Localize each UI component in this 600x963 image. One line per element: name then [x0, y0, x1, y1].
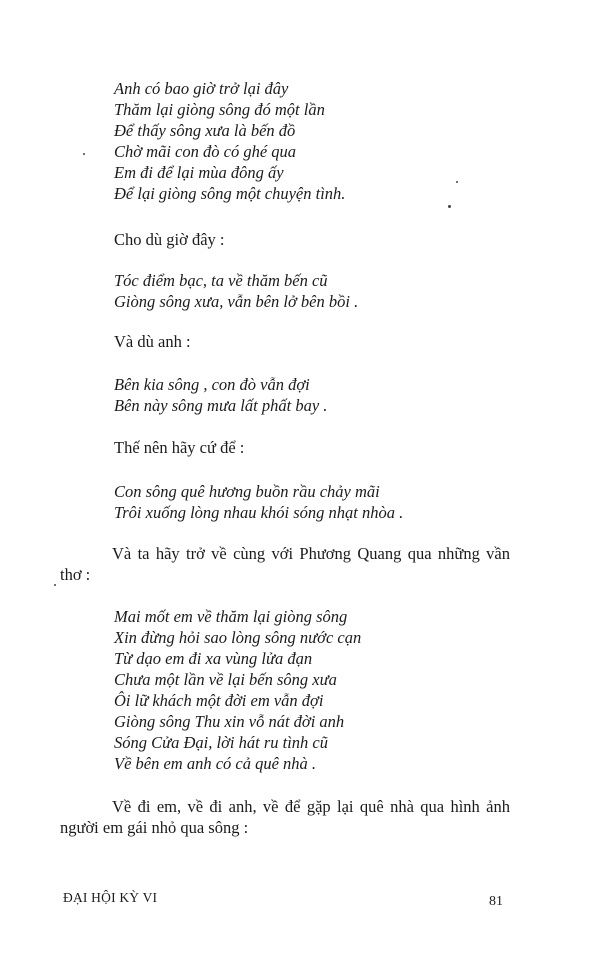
poem-line: Con sông quê hương buồn rầu chảy mãi	[114, 482, 380, 501]
poem-line: Sóng Cửa Đại, lời hát ru tình cũ	[114, 733, 328, 752]
poem-line: Em đi để lại mùa đông ấy	[114, 163, 284, 182]
scan-speck	[448, 205, 451, 208]
poem-line: Ôi lữ khách một đời em vẫn đợi	[114, 691, 324, 710]
poem-line: Bên kia sông , con đò vẫn đợi	[114, 375, 310, 394]
poem-line: Chờ mãi con đò có ghé qua	[114, 142, 297, 161]
poem-line: Để thấy sông xưa là bến đồ	[114, 121, 296, 140]
poem-line: Giòng sông xưa, vẫn bên lở bên bồi .	[114, 292, 359, 311]
poem-line: Xin đừng hỏi sao lòng sông nước cạn	[114, 628, 362, 647]
intro-text-4: Thế nên hãy cứ để :	[114, 438, 245, 457]
intro-text-2: Cho dù giờ đây :	[114, 230, 225, 249]
poem-line: Về bên em anh có cả quê nhà .	[114, 754, 317, 773]
paragraph-2	[60, 796, 510, 838]
poem-line: Chưa một lần về lại bến sông xưa	[114, 670, 337, 689]
poem-stanza-3	[114, 374, 327, 416]
page-number: 81	[489, 894, 503, 909]
poem-line: Tóc điểm bạc, ta về thăm bến cũ	[114, 271, 328, 290]
poem-line: Bên này sông mưa lất phất bay .	[114, 396, 328, 415]
poem-line: Giòng sông Thu xin vỗ nát đời anh	[114, 712, 345, 731]
paragraph-2-text: Về đi em, về đi anh, về để gặp lại quê nhà qua hình ảnh người em gái nhỏ qua sông :	[60, 797, 510, 837]
poem-line: Anh có bao giờ trở lại đây	[114, 79, 289, 98]
footer-publication-title: ĐẠI HỘI KỲ VI	[63, 890, 158, 905]
poem-line: Thăm lại giòng sông đó một lần	[114, 100, 325, 119]
intro-text-3: Và dù anh :	[114, 332, 191, 351]
scan-speck	[456, 181, 458, 183]
paragraph-1	[60, 543, 510, 585]
scan-speck	[83, 153, 85, 155]
scan-speck	[54, 584, 56, 586]
paragraph-1-text: Và ta hãy trở về cùng với Phương Quang qua những vần thơ :	[60, 544, 510, 584]
poem-line: Trôi xuống lòng nhau khói sóng nhạt nhòa .	[114, 503, 404, 522]
poem-stanza-5	[114, 606, 361, 774]
poem-stanza-2	[114, 270, 358, 312]
poem-stanza-4	[114, 481, 403, 523]
poem-line: Để lại giòng sông một chuyện tình.	[114, 184, 346, 203]
poem-line: Mai mốt em về thăm lại giòng sông	[114, 607, 348, 626]
poem-line: Từ dạo em đi xa vùng lửa đạn	[114, 649, 313, 668]
poem-stanza-1	[114, 78, 345, 204]
